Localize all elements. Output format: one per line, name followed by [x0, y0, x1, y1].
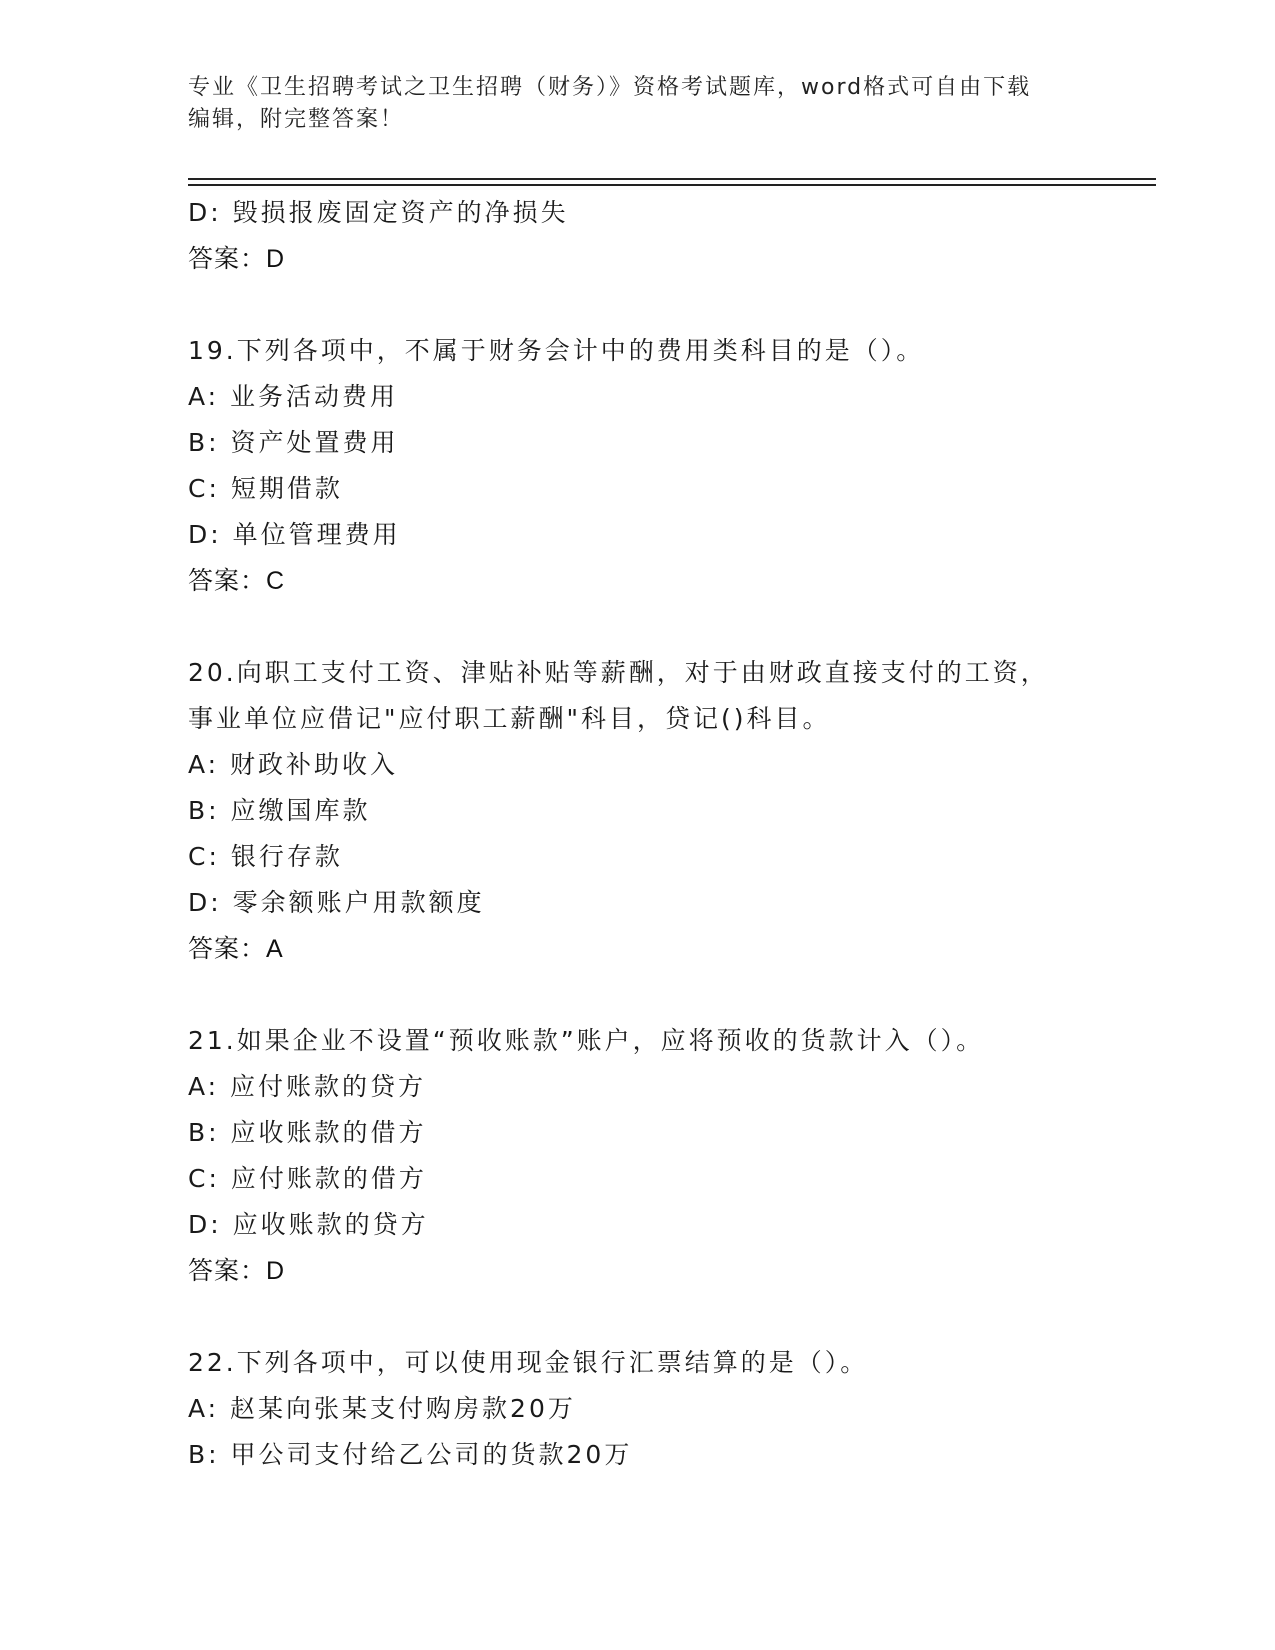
option-b: B: 甲公司支付给乙公司的货款20万 — [188, 1440, 633, 1469]
option-c: C: 短期借款 — [188, 474, 343, 503]
continued-question-18 — [188, 190, 1148, 282]
option-d: D: 单位管理费用 — [188, 520, 401, 549]
option-c: C: 银行存款 — [188, 842, 343, 871]
answer-line: 答案：D — [188, 245, 286, 273]
option-c: C: 应付账款的借方 — [188, 1164, 427, 1193]
option-a: A: 财政补助收入 — [188, 750, 399, 779]
question-20 — [188, 650, 1148, 972]
document-header — [188, 72, 1088, 136]
answer-line: 答案：C — [188, 567, 286, 595]
option-b: B: 应收账款的借方 — [188, 1118, 427, 1147]
question-21 — [188, 1018, 1148, 1294]
question-content — [188, 190, 1148, 1478]
option-a: A: 应付账款的贷方 — [188, 1072, 427, 1101]
option-a: A: 业务活动费用 — [188, 382, 399, 411]
header-line-2: 编辑，附完整答案！ — [188, 107, 405, 132]
question-19 — [188, 328, 1148, 604]
question-22 — [188, 1340, 1148, 1478]
option-d: D: 零余额账户用款额度 — [188, 888, 485, 917]
answer-line: 答案：D — [188, 1257, 286, 1285]
option-b: B: 资产处置费用 — [188, 428, 399, 457]
question-text-line-2: 事业单位应借记"应付职工薪酬"科目，贷记()科目。 — [188, 704, 831, 733]
option-d: D: 应收账款的贷方 — [188, 1210, 429, 1239]
question-text: 21.如果企业不设置“预收账款”账户，应将预收的货款计入（）。 — [188, 1026, 985, 1055]
option-d: D: 毁损报废固定资产的净损失 — [188, 198, 569, 227]
header-divider-top — [188, 178, 1156, 180]
question-text: 19.下列各项中，不属于财务会计中的费用类科目的是（）。 — [188, 336, 925, 365]
header-divider-bottom — [188, 184, 1156, 186]
option-b: B: 应缴国库款 — [188, 796, 371, 825]
answer-line: 答案：A — [188, 935, 284, 963]
question-text: 22.下列各项中，可以使用现金银行汇票结算的是（）。 — [188, 1348, 869, 1377]
header-line-1: 专业《卫生招聘考试之卫生招聘（财务）》资格考试题库，word格式可自由下载 — [188, 75, 1032, 100]
option-a: A: 赵某向张某支付购房款20万 — [188, 1394, 576, 1423]
question-text-line-1: 20.向职工支付工资、津贴补贴等薪酬，对于由财政直接支付的工资， — [188, 658, 1049, 687]
